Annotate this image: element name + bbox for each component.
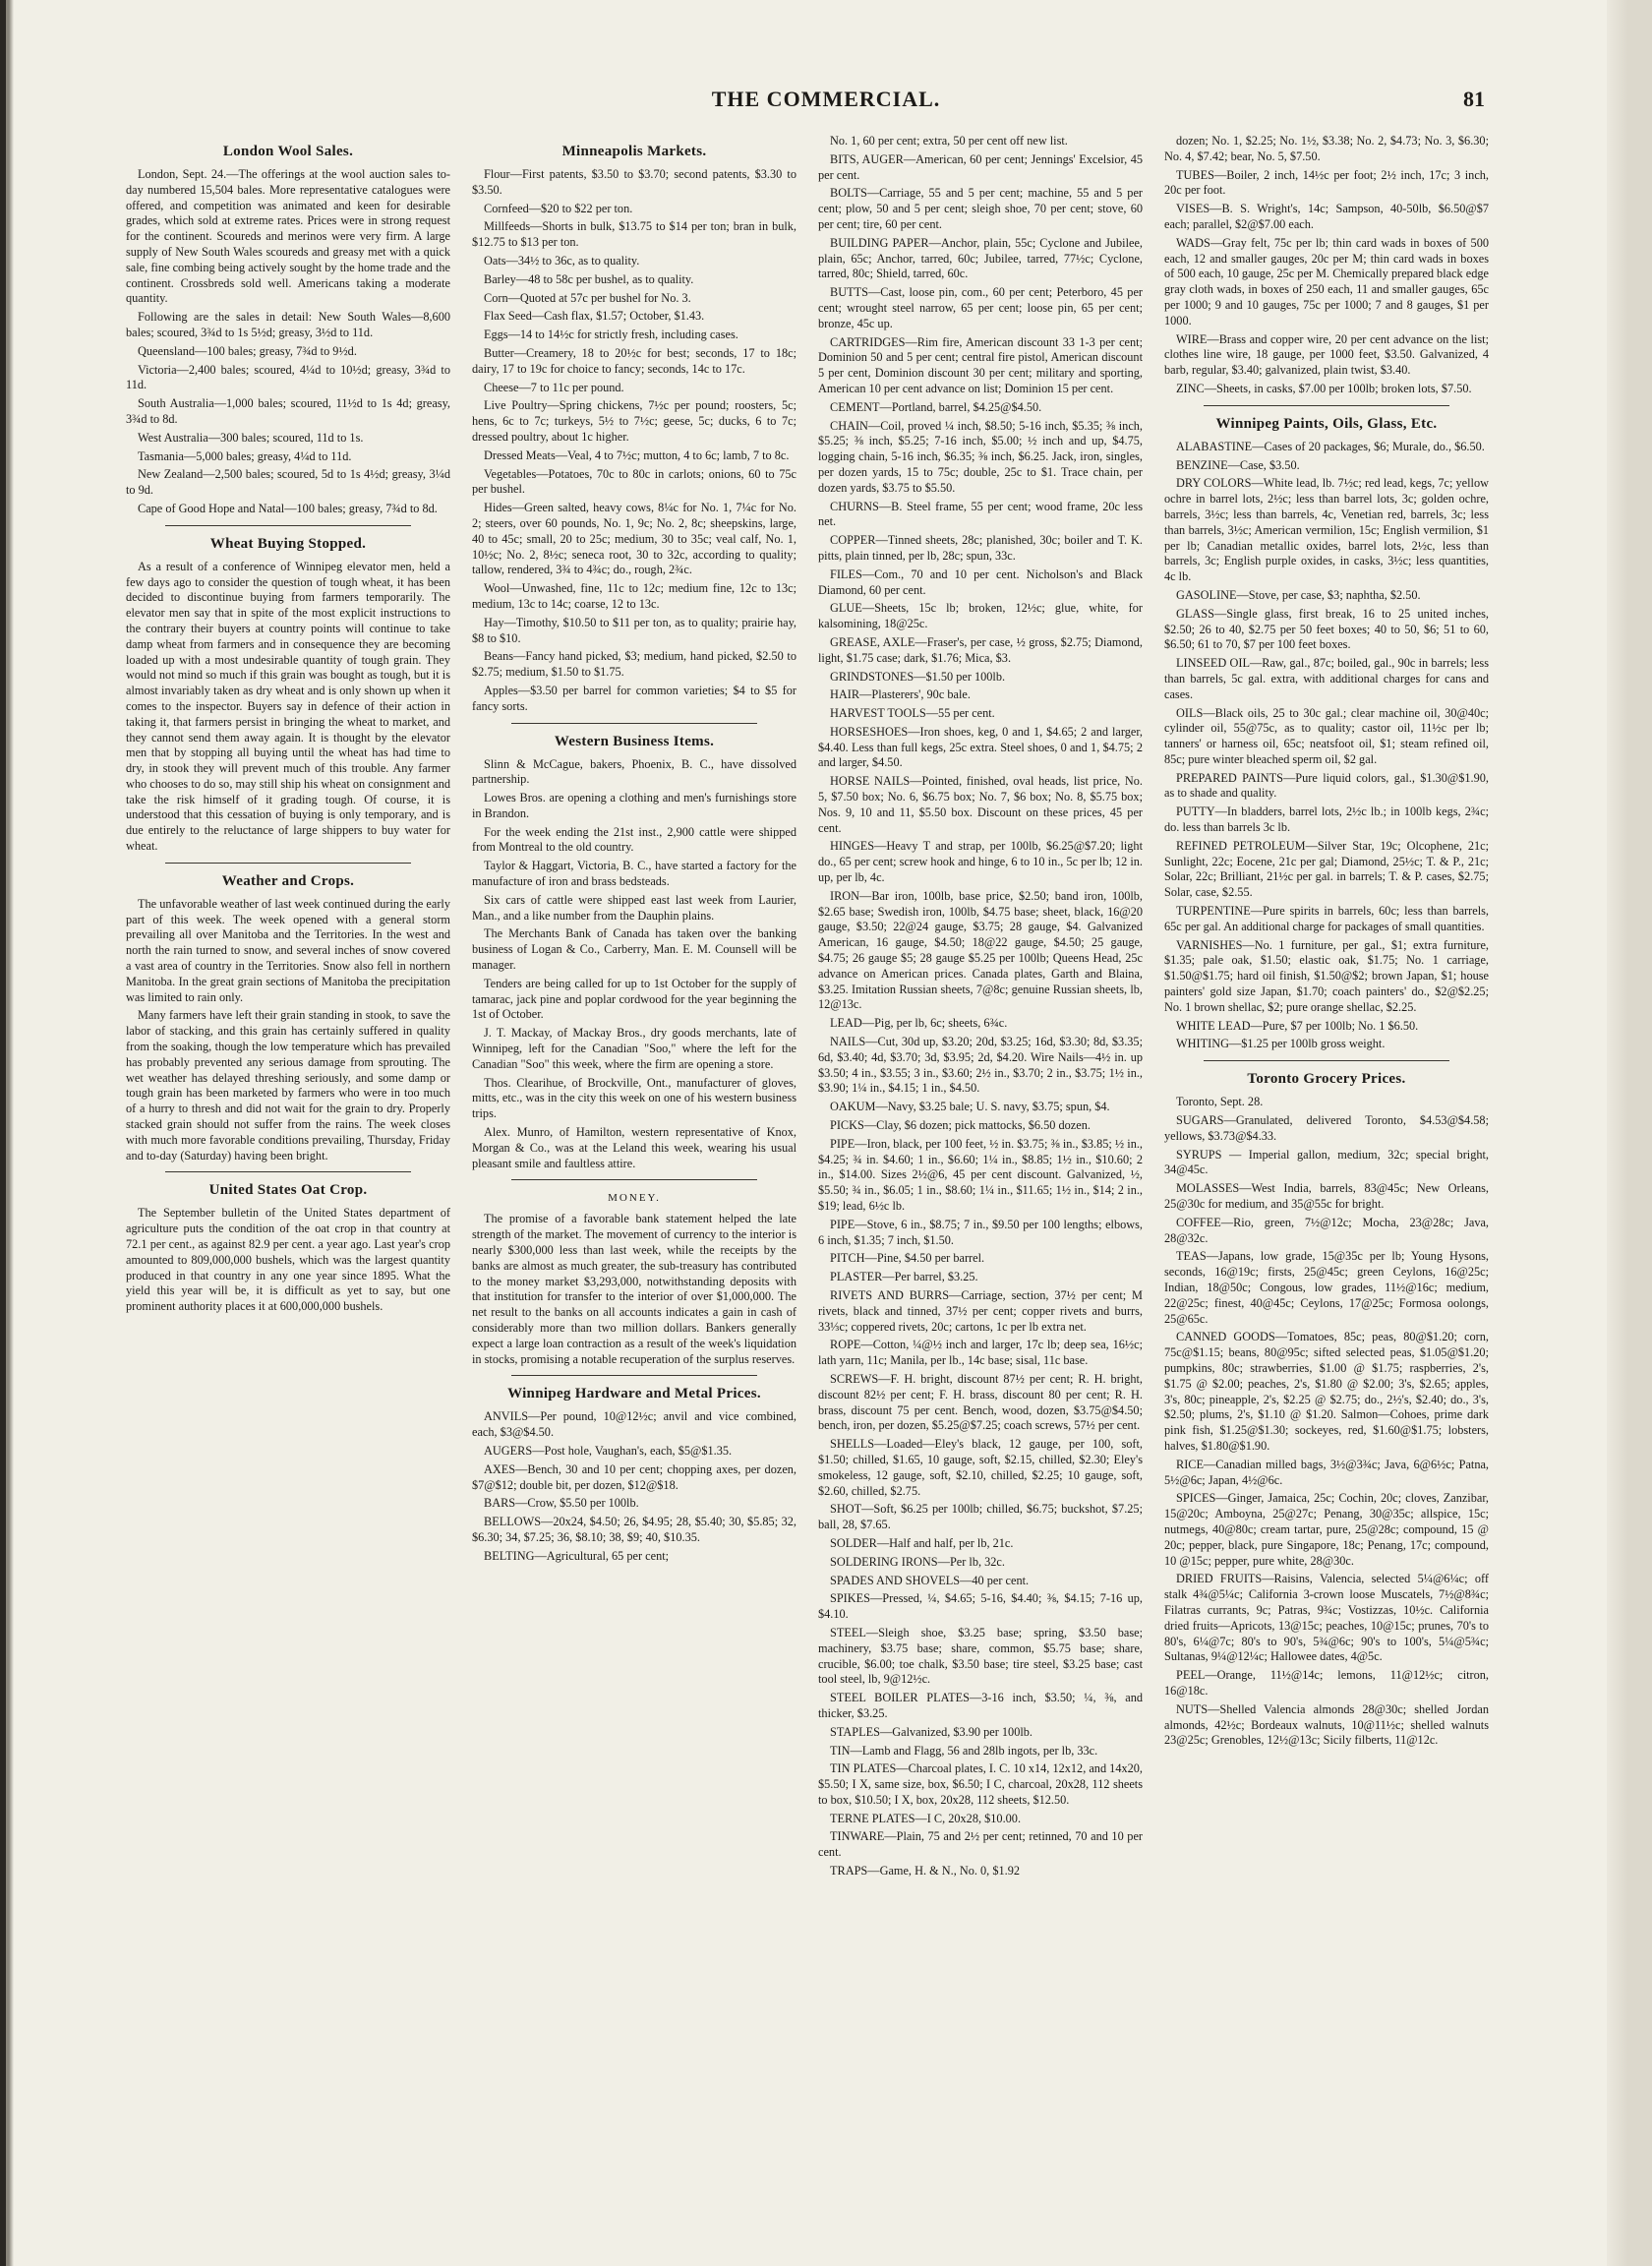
article-paragraph: SPICES—Ginger, Jamaica, 25c; Cochin, 20c; cloves, Zanzibar, 15@20c; Amboyna, 25@27c; Penang, 30@35c; allspice, 15c; nutmegs, 40@80c; cream tartar, pure, 25@28c; compound, 15 @ 20c; pepper, black, pure Singapore, 18c; Penang, 17c; compound, 10 @15c; pepper, pure white, 28@30c. [1164, 1491, 1489, 1568]
running-head [39, 87, 1613, 116]
article-paragraph: VISES—B. S. Wright's, 14c; Sampson, 40-50lb, $6.50@$7 each; parallel, $2@$7.00 each. [1164, 202, 1489, 231]
page-outer-edge [1607, 0, 1652, 2266]
article-paragraph: BUILDING PAPER—Anchor, plain, 55c; Cyclone and Jubilee, plain, 65c; Anchor, tarred, 60c; Jubilee, tarred, 77½c; Cyclone, tarred, 80c; Shield, tarred, 60c. [818, 235, 1143, 281]
article-paragraph: GLASS—Single glass, first break, 16 to 25 united inches, $2.50; 26 to 40, $2.75 per 50 feet boxes; 40 to 50, $6; 51 to 60, $6.50; 61 to 70, $7 per 100 feet boxes. [1164, 606, 1489, 652]
article-paragraph: Tasmania—5,000 bales; greasy, 4¼d to 11d. [138, 448, 352, 463]
article-paragraph: GASOLINE—Stove, per case, $3; naphtha, $2.50. [1176, 587, 1421, 602]
article-paragraph: The September bulletin of the United States department of agriculture puts the condition of the oat crop in that country at 72.1 per cent., as against 82.9 per cent. a year ago. Last year's crop amounted to 809,000,000 bushels, which was the largest quantity produced in that country in any one year since 1895. What the yield this year will be, it is difficult as yet to say, but one prominent authority places it at 600,000,000 bushels. [126, 1206, 450, 1314]
article-paragraph: PUTTY—In bladders, barrel lots, 2½c lb.; in 100lb kegs, 2¾c; do. less than barrels 3c lb. [1164, 805, 1489, 835]
article-paragraph: STEEL BOILER PLATES—3-16 inch, $3.50; ¼, ⅜, and thicker, $3.25. [818, 1691, 1143, 1720]
article-paragraph: HORSE NAILS—Pointed, finished, oval heads, list price, No. 5, $7.50 box; No. 6, $6.75 box; No. 7, $6 box; No. 8, $5.75 box; Nos. 9, 10 and 11, $5.50 box. Discount on these prices, 45 per cent. [818, 774, 1143, 835]
section-rule [1204, 1060, 1449, 1061]
column-4 [1164, 134, 1489, 2229]
article-paragraph: HINGES—Heavy T and strap, per 100lb, $6.25@$7.20; light do., 65 per cent; screw hook and hinge, 6 to 10 in., 5c per lb; 12 in. up, per lb, 4c. [818, 839, 1143, 885]
publication-title: THE COMMERCIAL. [711, 87, 941, 111]
article-paragraph: SHOT—Soft, $6.25 per 100lb; chilled, $6.75; buckshot, $7.25; ball, 28, $7.65. [818, 1502, 1143, 1532]
article-paragraph: PIPE—Iron, black, per 100 feet, ½ in. $3.75; ⅜ in., $3.85; ½ in., $4.25; ¾ in. $4.60; 1 in., $6.60; 1¼ in., $8.85; 1½ in., $10.60; 2 in., $14.00. Sizes 2½@6, 45 per cent discount. Galvanized, ½, $5.50; ¾ in., $6.05; 1 in., $8.60; 1¼ in., $11.65; 1½ in., $14; 2 in., $19; lead, 6½c lb. [818, 1136, 1143, 1213]
article-paragraph: Cornfeed—$20 to $22 per ton. [484, 201, 633, 215]
article-paragraph: SCREWS—F. H. bright, discount 87½ per cent; R. H. bright, discount 82½ per cent; F. H. brass, discount 80 per cent; R. H. brass, discount 75 per cent. Bench, wood, dozen, $3.75@$4.50; bench, iron, per dozen, $5.25@$7.25; coach screws, 57½ per cent. [818, 1371, 1143, 1433]
article-paragraph: Flax Seed—Cash flax, $1.57; October, $1.43. [484, 309, 705, 324]
article-paragraph: Many farmers have left their grain standing in stook, to save the labor of stacking, and this grain has certainly suffered in quality from the soaking, though the low temperature which has prevailed has probably prevented any serious damage from sprouting. The wet weather has delayed threshing seriously, and some damp or tough grain has been marketed by farmers who were in too much of a hurry to thresh and did not wait for the grain to dry. Properly stacked grain should not suffer from the rains. The week closes with much more favorable conditions prevailing, Thursday, Friday and to-day (Saturday) having been bright. [126, 1008, 450, 1163]
article-paragraph: Millfeeds—Shorts in bulk, $13.75 to $14 per ton; bran in bulk, $12.75 to $13 per ton. [472, 219, 796, 250]
section-heading: Western Business Items. [554, 733, 715, 749]
article-paragraph: DRY COLORS—White lead, lb. 7½c; red lead, kegs, 7c; yellow ochre in barrel lots, 2½c; less than barrel lots, 3c; golden ochre, barrels, 3½c; less than barrels, 4c, Venetian red, barrels, 3c; less than barrels, 3½c; American vermilion, 15c; English vermilion, $1 per lb; Canadian metallic oxides, barrel lots, 2½c, less than barrels, 3c; English purple oxides, in casks, 3½c; less quantities, 4c lb. [1164, 476, 1489, 584]
article-paragraph: ROPE—Cotton, ¼@½ inch and larger, 17c lb; deep sea, 16½c; lath yarn, 11c; Manila, per lb., 14c base; sisal, 11c base. [818, 1338, 1143, 1368]
article-paragraph: SOLDERING IRONS—Per lb, 32c. [830, 1554, 1005, 1569]
article-paragraph: AUGERS—Post hole, Vaughan's, each, $5@$1.35. [484, 1443, 733, 1458]
article-paragraph: HAIR—Plasterers', 90c bale. [830, 687, 971, 702]
section-heading: MONEY. [608, 1192, 661, 1205]
article-paragraph: SPIKES—Pressed, ¼, $4.65; 5-16, $4.40; ⅜, $4.15; 7-16 up, $4.10. [818, 1591, 1143, 1622]
article-paragraph: IRON—Bar iron, 100lb, base price, $2.50; band iron, 100lb, $2.65 base; Swedish iron, 100lb, $4.75 base; sheet, black, 16@20 gauge, $3.50; 22@24 gauge, $3.75; 28 gauge, $4. Galvanized American, 16 gauge, $4.50; 18@22 gauge, $4.50; 25 gauge, $4.75; 26 gauge $5; 28 gauge $5.25 per 100lb; Queens Head, 25c advance on American prices. Canada plates, Garth and Blaina, $3.25. Imitation Russian sheets, 7@8c; genuine Russian sheets, lb, 12@13c. [818, 888, 1143, 1012]
section-heading: Wheat Buying Stopped. [209, 535, 367, 552]
article-paragraph: TIN PLATES—Charcoal plates, I. C. 10 x14, 12x12, and 14x20, $5.50; I X, same size, box, $6.50; I C, charcoal, 20x28, 112 sheets to box, $10.50; I X, box, 20x28, 112 sheets, $12.50. [818, 1761, 1143, 1807]
section-rule [165, 1171, 411, 1172]
section-rule [511, 1375, 757, 1376]
article-paragraph: GREASE, AXLE—Fraser's, per case, ½ gross, $2.75; Diamond, light, $1.75 case; dark, $1.76; Mica, $3. [818, 634, 1143, 665]
article-paragraph: PIPE—Stove, 6 in., $8.75; 7 in., $9.50 per 100 lengths; elbows, 6 inch, $1.35; 7 inch, $1.50. [818, 1217, 1143, 1247]
article-paragraph: WHITE LEAD—Pure, $7 per 100lb; No. 1 $6.50. [1176, 1018, 1419, 1033]
article-paragraph: ZINC—Sheets, in casks, $7.00 per 100lb; broken lots, $7.50. [1176, 381, 1472, 395]
article-paragraph: Beans—Fancy hand picked, $3; medium, hand picked, $2.50 to $2.75; medium, $1.50 to $1.75. [472, 649, 796, 680]
article-paragraph: PITCH—Pine, $4.50 per barrel. [830, 1251, 985, 1266]
article-paragraph: The unfavorable weather of last week continued during the early part of this week. The week opened with a general storm prevailing all over Manitoba and the Territories. In the west and north the rain turned to snow, and several inches of snow covered a vast area of country in the Territories. Snow also fell in northern Manitoba. In the great grain sections of Manitoba the precipitation was limited to rain only. [126, 896, 450, 1004]
section-heading: Winnipeg Paints, Oils, Glass, Etc. [1215, 415, 1438, 432]
article-paragraph: Following are the sales in detail: New South Wales—8,600 bales; scoured, 3¾d to 1s 5½d; greasy, 3½d to 11d. [126, 310, 450, 339]
article-paragraph: BARS—Crow, $5.50 per 100lb. [484, 1496, 639, 1511]
article-paragraph: COPPER—Tinned sheets, 28c; planished, 30c; boiler and T. K. pitts, plain tinned, per lb, 28c; spun, 33c. [818, 533, 1143, 563]
article-paragraph: TEAS—Japans, low grade, 15@35c per lb; Young Hysons, seconds, 16@19c; firsts, 25@45c; green Ceylons, 16@25c; Indian, 18@50c; Congous, low grades, 11½@16c; medium, 22@25c; finest, 40@45c; Ceylons, 17@25c; Formosa oolongs, 25@65c. [1164, 1249, 1489, 1326]
article-paragraph: Dressed Meats—Veal, 4 to 7½c; mutton, 4 to 6c; lamb, 7 to 8c. [484, 447, 790, 462]
article-paragraph: MOLASSES—West India, barrels, 83@45c; New Orleans, 25@30c for medium, and 35@55c for bright. [1164, 1181, 1489, 1212]
section-heading: Weather and Crops. [221, 872, 355, 889]
article-paragraph: CEMENT—Portland, barrel, $4.25@$4.50. [830, 399, 1042, 414]
article-paragraph: VARNISHES—No. 1 furniture, per gal., $1; extra furniture, $1.35; pale oak, $1.50; elastic oak, $1.75; No. 1 carriage, $1.50@$1.75; hard oil finish, $1.50@$2; brown Japan, $1; house painters' gold size Japan, $1.70; coach painters' do., $2@$2.25; No. 1 brown shellac, $2; pure orange shellac, $2.25. [1164, 937, 1489, 1014]
section-heading: Minneapolis Markets. [561, 144, 707, 159]
article-paragraph: CHURNS—B. Steel frame, 55 per cent; wood frame, 20c less net. [818, 499, 1143, 529]
article-paragraph: CANNED GOODS—Tomatoes, 85c; peas, 80@$1.20; corn, 75c@$1.15; beans, 80@95c; sifted selected peas, $1.05@$1.20; pumpkins, 80c; strawberries, $1.00 @ $1.75; raspberries, 2's, $1.75 @ $2.00; peaches, 2's, $1.80 @ $2.00; 3's, $2.65; apples, 3's, 80c; pineapple, 2's, $2.25 @ $2.75; do., 2½'s, $2.40; do., 3's, $2.50; plums, 2's, $1.10 @ $1.20. Salmon—Cohoes, prime dark pink fish, $1.25@$1.30; sockeyes, red, $1.60@$1.75; lobsters, halves, $1.80@$1.90. [1164, 1330, 1489, 1453]
article-paragraph: OAKUM—Navy, $3.25 bale; U. S. navy, $3.75; spun, $4. [830, 1100, 1110, 1114]
article-paragraph: SHELLS—Loaded—Eley's black, 12 gauge, per 100, soft, $1.50; chilled, $1.65, 10 gauge, soft, $2.15, chilled, $2.30; Eley's smokeless, 12 gauge, soft, $2.10, chilled, $2.25; 10 gauge, soft, $2.60, chilled, $2.75. [818, 1437, 1143, 1498]
column-1 [126, 134, 450, 2229]
article-paragraph: The promise of a favorable bank statement helped the late strength of the market. The movement of currency to the interior is nearly $300,000 less than last week, while the receipts by the banks are almost as much greater, the sub-treasury has contributed to the money market $3,293,000, notwithstanding deposits with that institution for transfer to the interior of over $1,000,000. The net result to the banks on all accounts indicates a gain in cash of considerably more than two million dollars. Bankers generally expect a large loan contraction as a result of the week's liquidation in stocks, promising a notable recuperation of the surplus reserves. [472, 1212, 796, 1366]
article-paragraph: CARTRIDGES—Rim fire, American discount 33 1-3 per cent; Dominion 50 and 5 per cent; central fire pistol, American discount 5 per cent, Dominion discount 30 per cent; military and sporting, American 10 per cent advance on list; Dominion 15 per cent. [818, 334, 1143, 395]
article-paragraph: REFINED PETROLEUM—Silver Star, 19c; Olcophene, 21c; Sunlight, 22c; Eocene, 21c per gal; Diamond, 25½c; T. & P., 21c; Solar, 22c; Brilliant, 21½c per gal. in barrels; T. & P. cases, $2.75; Solar, case, $2.55. [1164, 838, 1489, 900]
article-paragraph: AXES—Bench, 30 and 10 per cent; chopping axes, per dozen, $7@$12; double bit, per dozen, $12@$18. [472, 1461, 796, 1492]
section-rule [165, 863, 411, 864]
section-heading: London Wool Sales. [222, 144, 354, 159]
article-paragraph: STEEL—Sleigh shoe, $3.25 base; spring, $3.50 base; machinery, $3.75 base; share, common, $5.75 base; share, crucible, $6.00; toe chalk, $3.50 base; tire steel, $3.25 base; cast tool steel, lb, 9@12½c. [818, 1625, 1143, 1687]
article-paragraph: WADS—Gray felt, 75c per lb; thin card wads in boxes of 500 each, 12 and smaller gauges, 20c per M; thin card wads in boxes of 500 each, 10 gauge, 25c per M. Chemically prepared black edge gray cloth wads, in boxes of 250 each, 11 and smaller gauges, 65c per 1000; 9 and 10 gauges, 75c per 1000; 7 and 8 gauges, $1 per 1000. [1164, 235, 1489, 328]
article-paragraph: DRIED FRUITS—Raisins, Valencia, selected 5¼@6¼c; off stalk 4¾@5¼c; California 3-crown loose Muscatels, 7½@8¾c; Filatras currants, 9c; Patras, 9¾c; Vostizzas, 10½c. California dried fruits—Apricots, 13@15c; peaches, 10@15c; prunes, 70's to 80's, 6¼@7c; 80's to 90's, 5¾@6c; 90's to 100's, 5¼@5¾c; Sultanas, 9¼@12¼c; Hallowee dates, 4@5c. [1164, 1572, 1489, 1664]
text-columns [126, 134, 1493, 2229]
article-paragraph: WHITING—$1.25 per 100lb gross weight. [1176, 1037, 1386, 1051]
article-paragraph: Lowes Bros. are opening a clothing and men's furnishings store in Brandon. [472, 791, 796, 820]
article-paragraph: OILS—Black oils, 25 to 30c gal.; clear machine oil, 30@40c; cylinder oil, 55@75c, as to quality; castor oil, 11½c per lb; tanners' or harness oil, 65c; neatsfoot oil, $1; steam refined oil, 85c; pure winter bleached sperm oil, $2 gal. [1164, 705, 1489, 766]
article-paragraph: TRAPS—Game, H. & N., No. 0, $1.92 [830, 1864, 1020, 1878]
section-rule [165, 525, 411, 526]
article-paragraph: BELTING—Agricultural, 65 per cent; [484, 1548, 670, 1563]
section-heading: Winnipeg Hardware and Metal Prices. [507, 1386, 761, 1402]
article-paragraph: BOLTS—Carriage, 55 and 5 per cent; machine, 55 and 5 per cent; plow, 50 and 5 per cent; sleigh shoe, 70 per cent; stove, 60 per cent; tire, 60 per cent. [818, 186, 1143, 231]
article-paragraph: Queensland—100 bales; greasy, 7¾d to 9½d. [138, 343, 357, 358]
article-paragraph: RICE—Canadian milled bags, 3½@3¾c; Java, 6@6½c; Patna, 5½@6c; Japan, 4½@6c. [1164, 1457, 1489, 1487]
article-paragraph: Vegetables—Potatoes, 70c to 80c in carlots; onions, 60 to 75c per bushel. [472, 466, 796, 497]
article-paragraph: J. T. Mackay, of Mackay Bros., dry goods merchants, late of Winnipeg, left for the Canadian "Soo," where the left for the Canadian "Soo" this week, where the firm are opening a store. [472, 1026, 796, 1071]
article-paragraph: Corn—Quoted at 57c per bushel for No. 3. [484, 290, 691, 305]
article-paragraph: CHAIN—Coil, proved ¼ inch, $8.50; 5-16 inch, $5.35; ⅜ inch, $5.25; ⅜ inch, $5.25; 7-16 inch, $5.00; ½ inch and up, $4.75, logging chain, 5-16 inch, $6.35; ⅜ inch, $6.25. Jack, iron, singles, per dozen yards, 15 to 75c; double, 25c to $1. Trace chain, per dozen yards, $3.75 to $5.50. [818, 418, 1143, 495]
article-paragraph: Alex. Munro, of Hamilton, western representative of Knox, Morgan & Co., was at the Leland this week, wearing his usual pleasant smile and faultless attire. [472, 1125, 796, 1170]
article-paragraph: Apples—$3.50 per barrel for common varieties; $4 to $5 for fancy sorts. [472, 683, 796, 713]
article-paragraph: London, Sept. 24.—The offerings at the wool auction sales to-day numbered 15,504 bales. More representative catalogues were offered, and competition was animated and keen for desirable grades, which sold at extreme rates. Prices were in strong request for the continent. Scoureds and merinos were very firm. A large supply of New South Wales scoureds and greasy met with a quick sale, fine combing being actively sought by the home trade and the continent. Crossbreds sold well. Americans taking a moderate quantity. [126, 167, 450, 306]
page-number: 81 [1463, 87, 1485, 111]
article-paragraph: TUBES—Boiler, 2 inch, 14½c per foot; 2½ inch, 17c; 3 inch, 20c per foot. [1164, 167, 1489, 198]
article-paragraph: TINWARE—Plain, 75 and 2½ per cent; retinned, 70 and 10 per cent. [818, 1829, 1143, 1860]
article-paragraph: Taylor & Haggart, Victoria, B. C., have started a factory for the manufacture of iron and brass bedsteads. [472, 859, 796, 889]
article-paragraph: LEAD—Pig, per lb, 6c; sheets, 6¾c. [830, 1016, 1008, 1031]
section-rule [511, 723, 757, 724]
article-paragraph: ALABASTINE—Cases of 20 packages, $6; Murale, do., $6.50. [1176, 439, 1485, 453]
article-paragraph: ANVILS—Per pound, 10@12½c; anvil and vice combined, each, $3@$4.50. [472, 1409, 796, 1440]
article-paragraph: Victoria—2,400 bales; scoured, 4¼d to 10½d; greasy, 3¾d to 11d. [126, 362, 450, 392]
article-paragraph: Eggs—14 to 14½c for strictly fresh, including cases. [484, 328, 738, 342]
article-paragraph: No. 1, 60 per cent; extra, 50 per cent off new list. [830, 134, 1068, 148]
article-paragraph: Live Poultry—Spring chickens, 7½c per pound; roosters, 5c; hens, 6c to 7c; turkeys, 5½ to 7½c; geese, 5c; ducks, 6 to 7c; dressed poultry, about 1c higher. [472, 398, 796, 444]
section-heading: United States Oat Crop. [208, 1182, 368, 1199]
article-paragraph: Oats—34½ to 36c, as to quality. [484, 253, 640, 268]
article-paragraph: For the week ending the 21st inst., 2,900 cattle were shipped from Montreal to the old country. [472, 824, 796, 855]
article-paragraph: PREPARED PAINTS—Pure liquid colors, gal., $1.30@$1.90, as to shade and quality. [1164, 770, 1489, 801]
column-2 [472, 134, 796, 2229]
section-rule [511, 1179, 757, 1180]
article-paragraph: Hides—Green salted, heavy cows, 8¼c for No. 1, 7¼c for No. 2; steers, over 60 pounds, No. 1, 9c; No. 2, 8c; sheepskins, large, 40 to 45c; small, 20 to 25c; medium, 30 to 35c; veal calf, No. 1, 10½c; No. 2, 8½c; seneca root, 30 to 32c, according to quality; tallow, rendered, 3¾ to 4¾c; do., rough, 2¾c. [472, 501, 796, 577]
article-paragraph: Toronto, Sept. 28. [1176, 1095, 1264, 1109]
article-paragraph: NAILS—Cut, 30d up, $3.20; 20d, $3.25; 16d, $3.30; 8d, $3.35; 6d, $3.40; 4d, $3.70; 3d, $3.95; 2d, $4.20. Wire Nails—4½ in. up $3.50; 4 in., $3.55; 3 in., $3.60; 2½ in., $3.70; 2 in., $3.75; 1½ in., $3.90; 1¼ in., $4.15; 1 in., $4.50. [818, 1035, 1143, 1096]
article-paragraph: New Zealand—2,500 bales; scoured, 5d to 1s 4½d; greasy, 3¼d to 9d. [126, 467, 450, 498]
article-paragraph: West Australia—300 bales; scoured, 11d to 1s. [138, 430, 364, 445]
section-rule [1204, 405, 1449, 406]
article-paragraph: Hay—Timothy, $10.50 to $11 per ton, as to quality; prairie hay, $8 to $10. [472, 615, 796, 645]
article-paragraph: Slinn & McCague, bakers, Phoenix, B. C., have dissolved partnership. [472, 756, 796, 787]
article-paragraph: Tenders are being called for up to 1st October for the supply of tamarac, jack pine and poplar cordwood for the year beginning the 1st of October. [472, 976, 796, 1022]
article-paragraph: PICKS—Clay, $6 dozen; pick mattocks, $6.50 dozen. [830, 1118, 1091, 1133]
article-paragraph: South Australia—1,000 bales; scoured, 11½d to 1s 4d; greasy, 3¾d to 8d. [126, 396, 450, 426]
article-paragraph: HARVEST TOOLS—55 per cent. [830, 706, 995, 721]
article-paragraph: STAPLES—Galvanized, $3.90 per 100lb. [830, 1724, 1032, 1739]
article-paragraph: Cape of Good Hope and Natal—100 bales; greasy, 7¾d to 8d. [138, 501, 438, 515]
article-paragraph: FILES—Com., 70 and 10 per cent. Nicholson's and Black Diamond, 60 per cent. [818, 566, 1143, 597]
article-paragraph: The Merchants Bank of Canada has taken over the banking business of Logan & Co., Carberry, Man. E. M. Counsell will be manager. [472, 926, 796, 973]
article-paragraph: COFFEE—Rio, green, 7½@12c; Mocha, 23@28c; Java, 28@32c. [1164, 1215, 1489, 1245]
article-paragraph: Six cars of cattle were shipped east last week from Laurier, Man., and a like number from the Dauphin plains. [472, 892, 796, 923]
article-paragraph: BITS, AUGER—American, 60 per cent; Jennings' Excelsior, 45 per cent. [818, 151, 1143, 182]
article-paragraph: HORSESHOES—Iron shoes, keg, 0 and 1, $4.65; 2 and larger, $4.40. Less than full kegs, 25c extra. Steel shoes, 0 and 1, $4.75; 2 and larger, $4.50. [818, 724, 1143, 770]
article-paragraph: BELLOWS—20x24, $4.50; 26, $4.95; 28, $5.40; 30, $5.85; 32, $6.30; 34, $7.25; 36, $8.10; 38, $9; 40, $10.35. [472, 1515, 796, 1544]
article-paragraph: Butter—Creamery, 18 to 20½c for best; seconds, 17 to 18c; dairy, 17 to 19c for choice to fancy; seconds, 14c to 17c. [472, 345, 796, 376]
article-paragraph: WIRE—Brass and copper wire, 20 per cent advance on the list; clothes line wire, 18 gauge, per 1000 feet, $3.50. Galvanized, 4 barb, regular, $3.40; galvanized, plain twist, $3.40. [1164, 331, 1489, 378]
article-paragraph: Wool—Unwashed, fine, 11c to 12c; medium fine, 12c to 13c; medium, 13c to 14c; coarse, 12 to 13c. [472, 581, 796, 611]
article-paragraph: SUGARS—Granulated, delivered Toronto, $4.53@$4.58; yellows, $3.73@$4.33. [1164, 1113, 1489, 1143]
article-paragraph: SPADES AND SHOVELS—40 per cent. [830, 1573, 1030, 1587]
article-paragraph: SYRUPS — Imperial gallon, medium, 32c; special bright, 34@45c. [1164, 1147, 1489, 1177]
article-paragraph: PLASTER—Per barrel, $3.25. [830, 1270, 978, 1284]
article-paragraph: GLUE—Sheets, 15c lb; broken, 12½c; glue, white, for kalsomining, 18@25c. [818, 601, 1143, 631]
article-paragraph: GRINDSTONES—$1.50 per 100lb. [830, 669, 1006, 684]
article-paragraph: Flour—First patents, $3.50 to $3.70; second patents, $3.30 to $3.50. [472, 167, 796, 197]
article-paragraph: TURPENTINE—Pure spirits in barrels, 60c; less than barrels, 65c per gal. An additional charge for packages of small quantities. [1164, 904, 1489, 933]
article-paragraph: SOLDER—Half and half, per lb, 21c. [830, 1535, 1014, 1550]
article-paragraph: TERNE PLATES—I C, 20x28, $10.00. [830, 1811, 1022, 1825]
article-paragraph: Cheese—7 to 11c per pound. [484, 380, 624, 394]
article-paragraph: Thos. Clearihue, of Brockville, Ont., manufacturer of gloves, mitts, etc., was in the city this week on one of his western business trips. [472, 1075, 796, 1121]
article-paragraph: NUTS—Shelled Valencia almonds 28@30c; shelled Jordan almonds, 42½c; Bordeaux walnuts, 10@11½c; shelled walnuts 23@25c; Grenobles, 12½@13c; Sicily filberts, 11@12c. [1164, 1701, 1489, 1748]
article-paragraph: TIN—Lamb and Flagg, 56 and 28lb ingots, per lb, 33c. [830, 1743, 1098, 1758]
article-paragraph: As a result of a conference of Winnipeg elevator men, held a few days ago to consider the question of tough wheat, it has been decided to discontinue buying from farmers temporarily. The elevator men say that in spite of the most explicit instructions to the contrary their buyers at country points will continue to take damp wheat from farmers and in consequence they are becoming loaded up with a most undesirable quantity of tough grain. They would not mind so much if this grain was bought as tough, but it is almost invariably taken as dry wheat and is only shown up when it comes to the inspector. Buyers say in defence of their action in taking it, that farmers persist in bringing the wheat to market, and they cannot send them away again. It is thought by the elevator men that by stopping all buying until the wheat has had time to dry, in stook they will prevent much of this trouble. Any farmer who chooses to do so, may still ship his wheat on consignment and take the risk himself of it grading tough. Of course, it is understood that this cessation of buying is only temporary, and is due entirely to the reluctance of large shippers to buy water for wheat. [126, 559, 450, 854]
article-paragraph: PEEL—Orange, 11½@14c; lemons, 11@12½c; citron, 16@18c. [1164, 1668, 1489, 1698]
page-binding-edge [0, 0, 14, 2266]
article-paragraph: BENZINE—Case, $3.50. [1176, 457, 1300, 472]
column-3 [818, 134, 1143, 2229]
article-paragraph: Barley—48 to 58c per bushel, as to quality. [484, 271, 694, 286]
article-paragraph: LINSEED OIL—Raw, gal., 87c; boiled, gal., 90c in barrels; less than barrels, 5c gal. extra, with additional charges for cans and cases. [1164, 656, 1489, 701]
article-paragraph: dozen; No. 1, $2.25; No. 1½, $3.38; No. 2, $4.73; No. 3, $6.30; No. 4, $7.42; bear, No. 5, $7.50. [1164, 134, 1489, 163]
article-paragraph: RIVETS AND BURRS—Carriage, section, 37½ per cent; M rivets, black and tinned, 37½ per cent; copper rivets and burrs, 33⅓c; coppered rivets, 20c; cartons, 1c per lb extra net. [818, 1287, 1143, 1334]
section-heading: Toronto Grocery Prices. [1247, 1071, 1406, 1088]
article-paragraph: BUTTS—Cast, loose pin, com., 60 per cent; Peterboro, 45 per cent; wrought steel narrow, 65 per cent; loose pin, 65 per cent; bronze, 45c up. [818, 285, 1143, 330]
